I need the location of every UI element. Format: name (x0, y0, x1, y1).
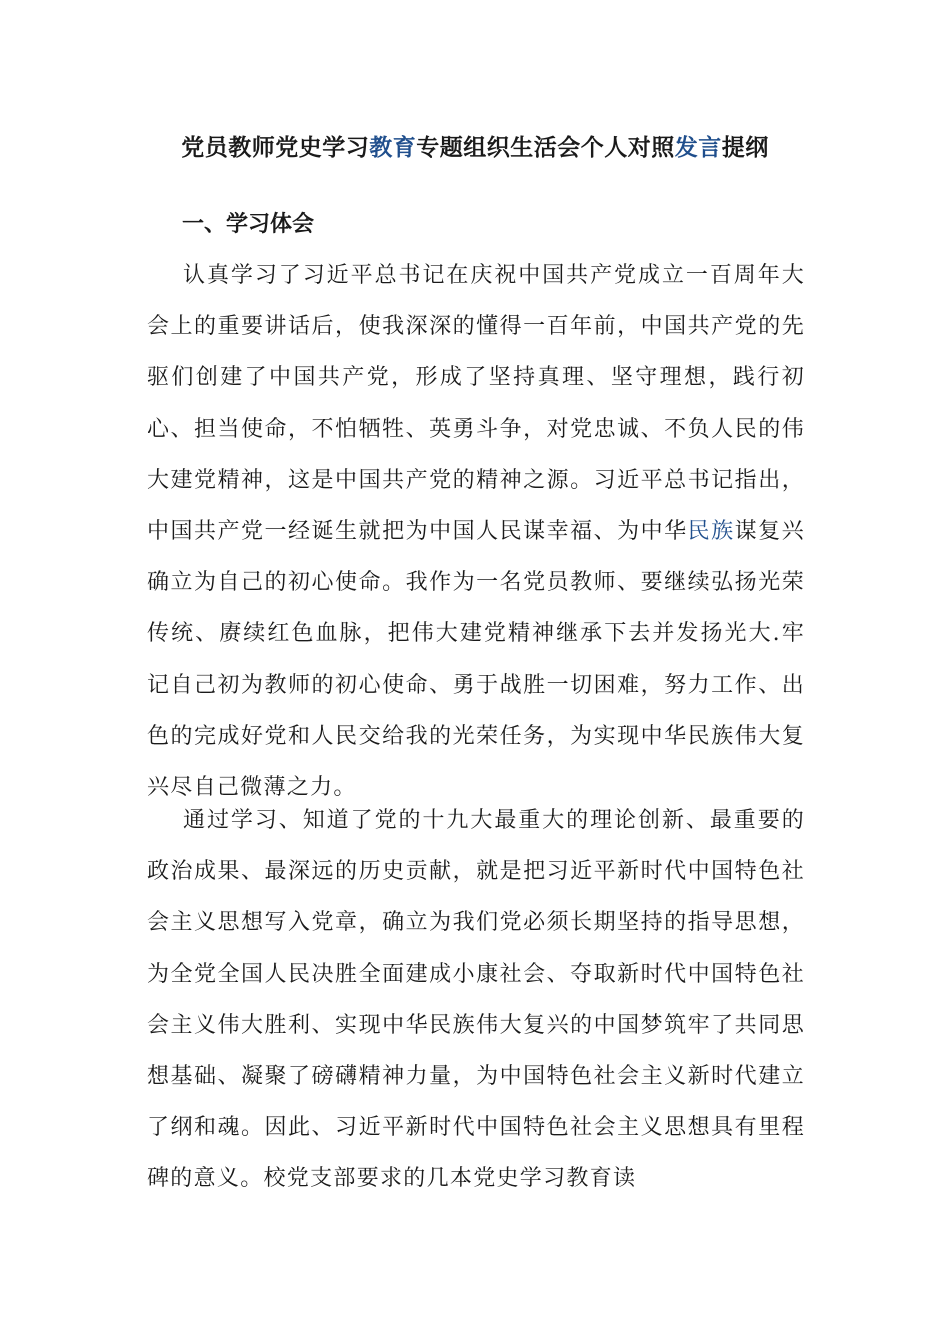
paragraph-2: 通过学习、知道了党的十九大最重大的理论创新、最重要的政治成果、最深远的历史贡献，就是把习近平新时代中国特色社会主义思想写入党章，确立为我们党必须长期坚持的指导思想，为全党全国人民决胜全面建成小康社会、夺取新时代中国特色社会主义伟大胜利、实现中华民族伟大复兴的中国梦筑牢了共同思想基础、凝聚了磅礴精神力量，为中国特色社会主义新时代建立了纲和魂。因此、习近平新时代中国特色社会主义思想具有里程碑的意义。校党支部要求的几本党史学习教育读 (147, 808, 805, 1192)
paragraph-1 (147, 250, 805, 813)
paragraph-1-accent: 民族 (687, 519, 735, 545)
title-text-3: 提纲 (721, 134, 769, 161)
title-text-2: 专题组织生活会个人对照 (416, 134, 675, 161)
title-text-1: 党员教师党史学习 (181, 134, 370, 161)
paragraph-1-text-a: 认真学习了习近平总书记在庆祝中国共产党成立一百周年大会上的重要讲话后，使我深深的懂得一百年前，中国共产党的先驱们创建了中国共产党，形成了坚持真理、坚守理想，践行初心、担当使命，不怕牺牲、英勇斗争，对党忠诚、不负人民的伟大建党精神，这是中国共产党的精神之源。习近平总书记指出，中国共产党一经诞生就把为中国人民谋幸福、为中华 (147, 263, 805, 545)
paragraph-1-text-b: 谋复兴确立为自己的初心使命。我作为一名党员教师、要继续弘扬光荣传统、赓续红色血脉，把伟大建党精神继承下去并发扬光大.牢记自己初为教师的初心使命、勇于战胜一切困难，努力工作、出色的完成好党和人民交给我的光荣任务，为实现中华民族伟大复兴尽自己微薄之力。 (147, 519, 805, 801)
section-heading: 一、学习体会 (182, 212, 315, 237)
document-title (0, 130, 950, 166)
title-accent-2: 发言 (674, 134, 722, 161)
title-accent-1: 教育 (369, 134, 417, 161)
